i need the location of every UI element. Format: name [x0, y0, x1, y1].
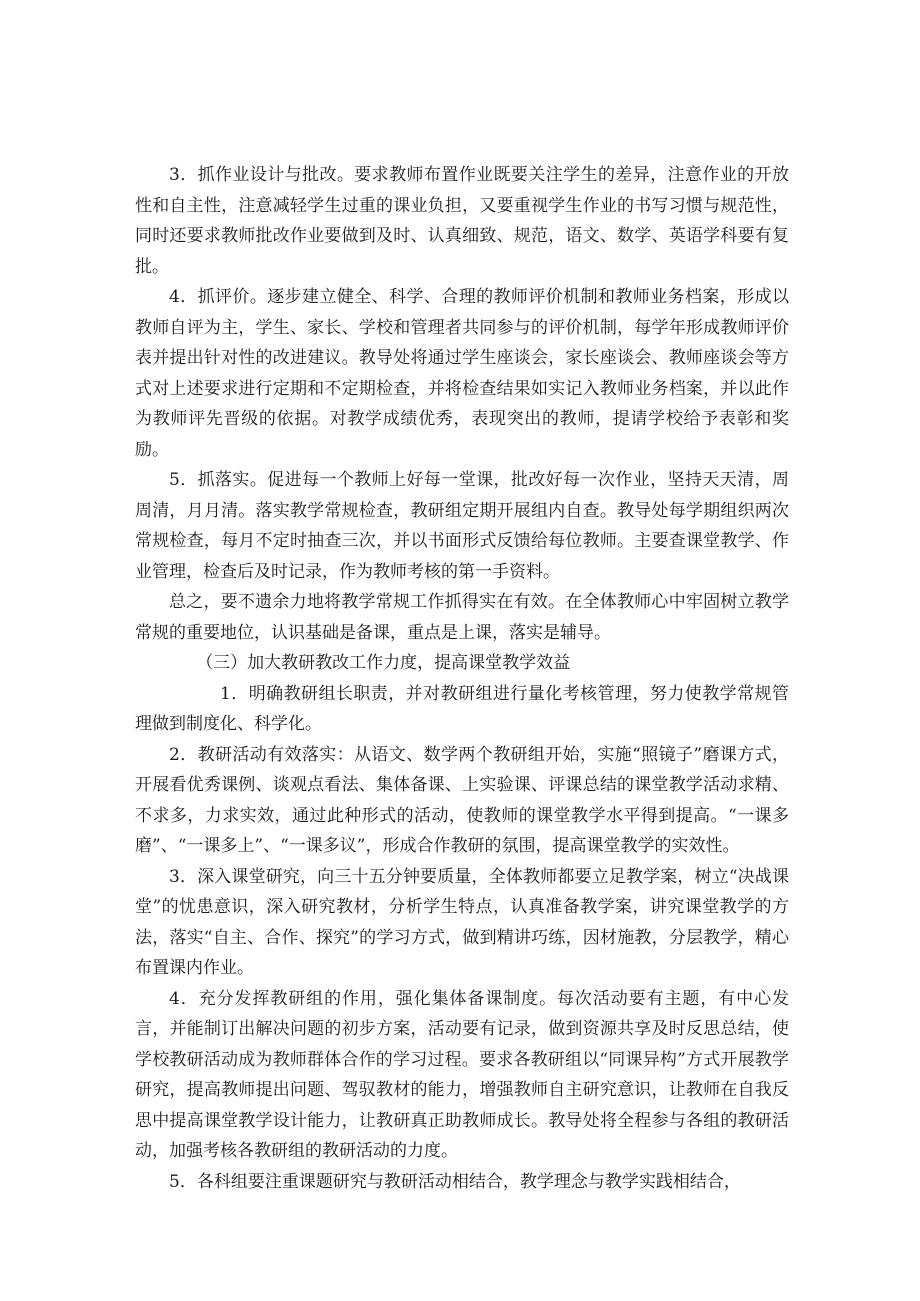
paragraph-collective-prep: 4．充分发挥教研组的作用，强化集体备课制度。每次活动要有主题，有中心发言，并能制订出解决问题的初步方案，活动要有记录，做到资源共享及时反思总结，使学校教研活动成为教师群体合作的学习过程。要求各教研组以“同课异构”方式开展教学研究，提高教师提出问题、驾驭教材的能力，增强教师自主研究意识，让教师在自我反思中提高课堂教学设计能力，让教研真正助教师成长。教导处将全程参与各组的教研活动，加强考核各教研组的教研活动的力度。	[135, 988, 789, 1161]
paragraph-summary: 总之，要不遗余力地将教学常规工作抓得实在有效。在全体教师心中牢固树立教学常规的重要地位，认识基础是备课，重点是上课，落实是辅导。	[135, 592, 789, 643]
document-page	[135, 160, 789, 1197]
paragraph-group-leader: 1．明确教研组长职责，并对教研组进行量化考核管理，努力使教学常规管理做到制度化、科学化。	[135, 683, 789, 734]
paragraph-evaluation: 4．抓评价。逐步建立健全、科学、合理的教师评价机制和教师业务档案，形成以教师自评为主，学生、家长、学校和管理者共同参与的评价机制，每学年形成教师评价表并提出针对性的改进建议。教导处将通过学生座谈会，家长座谈会、教师座谈会等方式对上述要求进行定期和不定期检查，并将检查结果如实记入教师业务档案，并以此作为教师评先晋级的依据。对教学成绩优秀，表现突出的教师，提请学校给予表彰和奖励。	[135, 287, 789, 460]
section-heading: （三）加大教研教改工作力度，提高课堂教学效益	[196, 653, 571, 673]
paragraph-classroom-research: 3．深入课堂研究，向三十五分钟要质量，全体教师都要立足教学案，树立“决战课堂”的忧患意识，深入研究教材，分析学生特点，认真准备教学案，讲究课堂教学的方法，落实“自主、合作、探究”的学习方式，做到精讲巧练，因材施教，分层教学，精心布置课内作业。	[135, 866, 789, 978]
paragraph-research-activity: 2．教研活动有效落实：从语文、数学两个教研组开始，实施“照镜子”磨课方式，开展看优秀课例、谈观点看法、集体备课、上实验课、评课总结的课堂教学活动求精、不求多，力求实效，通过此种形式的活动，使教师的课堂教学水平得到提高。“一课多磨”、“一课多上”、“一课多议”，形成合作教研的氛围，提高课堂教学的实效性。	[135, 744, 789, 856]
paragraph-implementation: 5．抓落实。促进每一个教师上好每一堂课，批改好每一次作业，坚持天天清，周周清，月月清。落实教学常规检查，教研组定期开展组内自查。教导处每学期组织两次常规检查，每月不定时抽查三次，并以书面形式反馈给每位教师。主要查课堂教学、作业管理，检查后及时记录，作为教师考核的第一手资料。	[135, 470, 789, 582]
paragraph-homework: 3．抓作业设计与批改。要求教师布置作业既要关注学生的差异，注意作业的开放性和自主性，注意减轻学生过重的课业负担，又要重视学生作业的书写习惯与规范性，同时还要求教师批改作业要做到及时、认真细致、规范，语文、数学、英语学科要有复批。	[135, 165, 789, 277]
paragraph-subject-groups: 5．各科组要注重课题研究与教研活动相结合，教学理念与教学实践相结合，	[169, 1171, 741, 1192]
